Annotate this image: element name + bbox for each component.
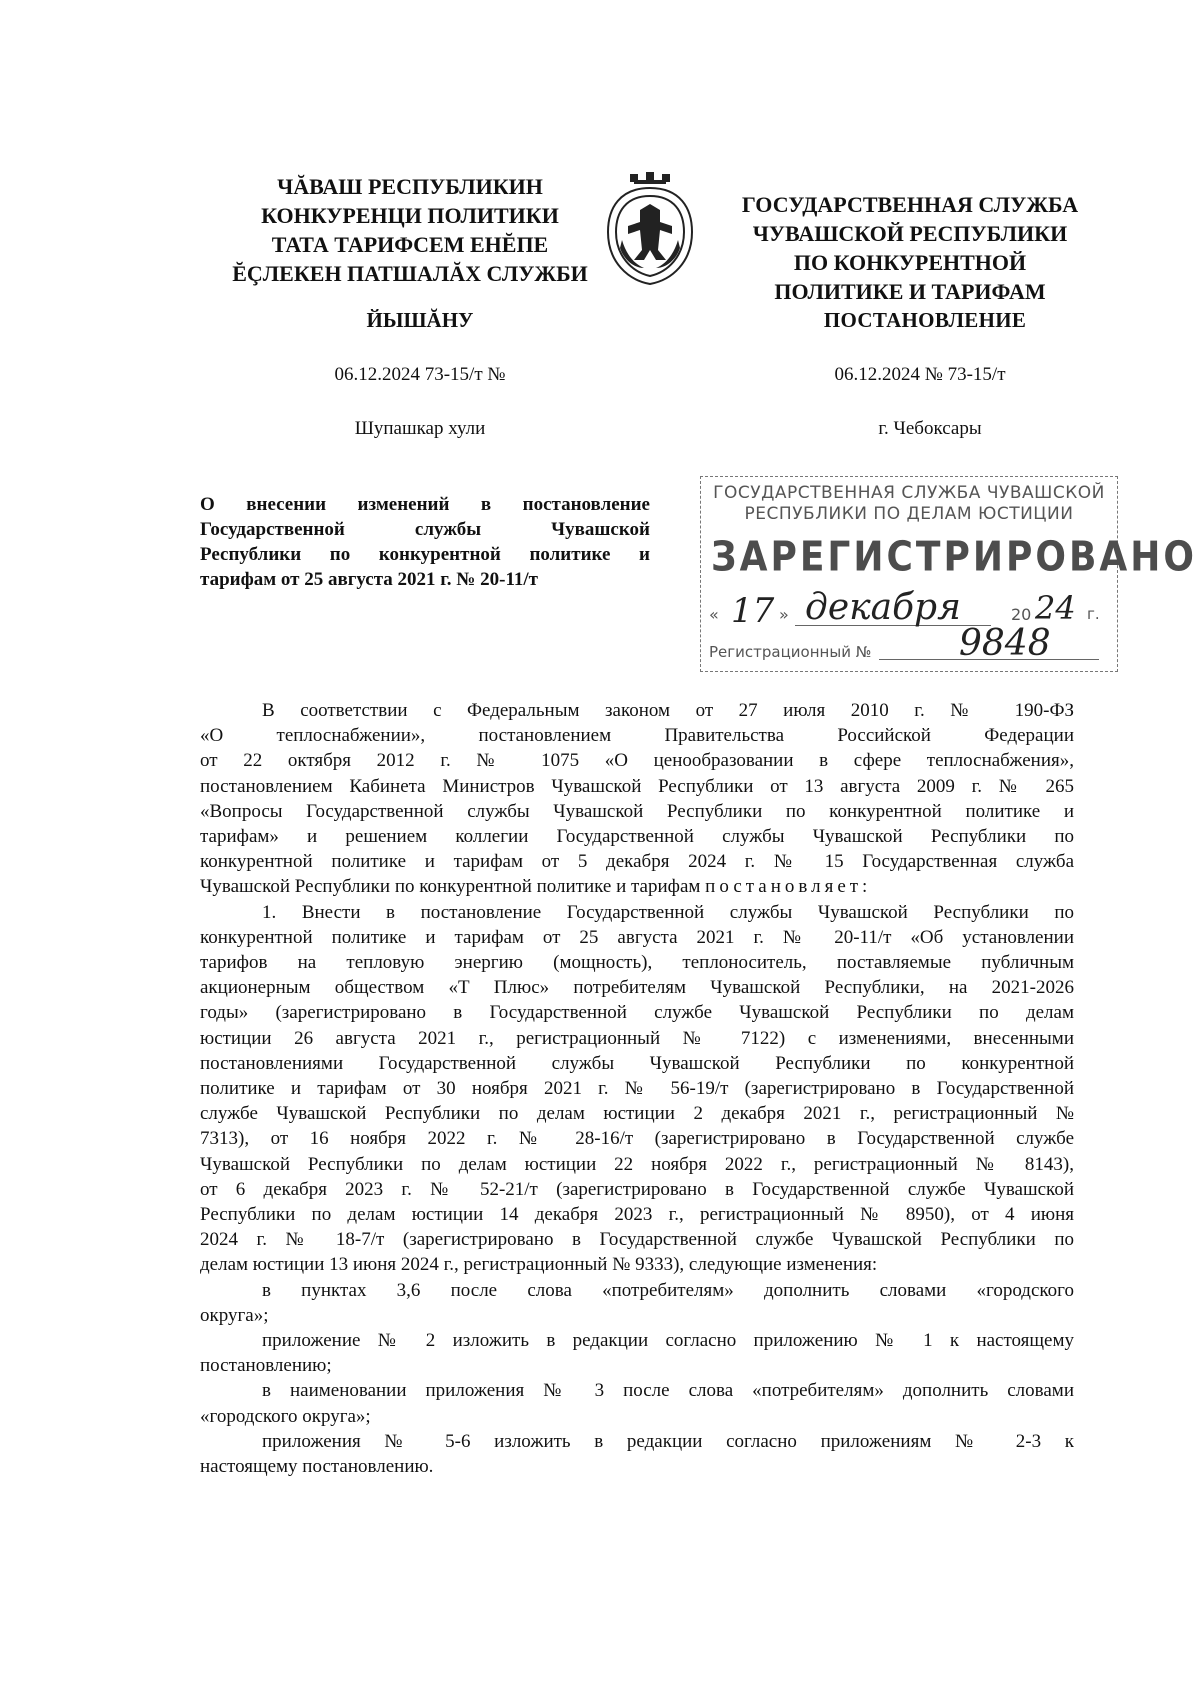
paragraph-line: политике и тарифам от 30 ноября 2021 г. № 56-19/т (зарегистрировано в Государственной <box>200 1078 1074 1100</box>
subject-line: тарифам от 25 августа 2021 г. № 20-11/т <box>200 569 539 590</box>
paragraph-line: от 6 декабря 2023 г. № 52-21/т (зарегистрировано в Государственной службе Чувашской <box>200 1178 1074 1200</box>
paragraph-line: тарифам» и решением коллегии Государственной службы Чувашской Республики по <box>200 826 1074 848</box>
paragraph-line: тарифов на тепловую энергию (мощность), теплоноситель, поставляемые публичным <box>200 952 1074 974</box>
stamp-registration-number <box>709 623 1109 669</box>
paragraph-line: «О теплоснабжении», постановлением Правительства Российской Федерации <box>200 725 1074 747</box>
preamble-final-text: Чувашской Республики по конкурентной политике и тарифам <box>200 876 706 898</box>
header-russian <box>720 190 1100 306</box>
paragraph-line: «Вопросы Государственной службы Чувашской Республики по конкурентной политике и <box>200 800 1074 822</box>
stamp-quote-close: » <box>779 605 789 624</box>
paragraph-line: приложения № 5-6 изложить в редакции согласно приложениям № 2-3 к <box>262 1430 1074 1452</box>
paragraph-line: округа»; <box>200 1304 269 1326</box>
subject-line: Государственной службы Чувашской <box>200 519 650 540</box>
doc-number-chuvash: 06.12.2024 73-15/т № <box>334 364 506 385</box>
header-chuvash-line-1: ЧĂВАШ РЕСПУБЛИКИН <box>277 174 543 199</box>
stamp-month-handwritten: декабря <box>805 587 961 628</box>
stamp-quote-open: « <box>709 605 719 624</box>
paragraph-change-2 <box>200 1328 1074 1378</box>
header-russian-line-3: ПО КОНКУРЕНТНОЙ <box>793 250 1027 275</box>
subject-line: О внесении изменений в постановление <box>200 494 650 515</box>
paragraph-change-1 <box>200 1278 1074 1328</box>
paragraph-line: «городского округа»; <box>200 1405 371 1427</box>
paragraph-preamble <box>200 698 1074 900</box>
registration-stamp <box>700 476 1197 672</box>
paragraph-line: Чувашской Республики по делам юстиции 22 ноября 2022 г., регистрационный № 8143), <box>200 1153 1074 1175</box>
paragraph-line: 1. Внести в постановление Государственной службы Чувашской Республики по <box>262 901 1074 923</box>
header-chuvash-line-4: ĔÇЛЕКЕН ПАТШАЛĂХ СЛУЖБИ <box>232 261 588 286</box>
paragraph-line: приложение № 2 изложить в редакции согласно приложению № 1 к настоящему <box>262 1330 1074 1352</box>
paragraph-line: конкурентной политике и тарифам от 5 декабря 2024 г. № 15 Государственная служба <box>200 851 1074 873</box>
stamp-organization <box>709 483 1109 525</box>
paragraph-line: 2024 г. № 18-7/т (зарегистрировано в Государственной службе Чувашской Республики по <box>200 1229 1074 1251</box>
coat-of-arms-icon <box>600 170 700 290</box>
stamp-org-line-1: ГОСУДАРСТВЕННАЯ СЛУЖБА ЧУВАШСКОЙ <box>713 483 1105 503</box>
document-subject <box>200 492 650 592</box>
paragraph-line <box>200 874 1074 899</box>
paragraph-line: постановлением Кабинета Министров Чувашской Республики от 13 августа 2009 г. № 265 <box>200 775 1074 797</box>
paragraph-line: 7313), от 16 ноября 2022 г. № 28-16/т (зарегистрировано в Государственной службе <box>200 1128 1074 1150</box>
paragraph-line: в наименовании приложения № 3 после слова «потребителям» дополнить словами <box>262 1380 1074 1402</box>
stamp-reg-label: Регистрационный № <box>709 643 872 661</box>
paragraph-change-3 <box>200 1378 1074 1428</box>
paragraph-line: постановлению; <box>200 1355 332 1377</box>
doc-type-russian: ПОСТАНОВЛЕНИЕ <box>823 308 1027 332</box>
stamp-day-handwritten: 17 <box>731 591 775 631</box>
stamp-year-unit: г. <box>1087 605 1100 623</box>
paragraph-line: в пунктах 3,6 после слова «потребителям» дополнить словами «городского <box>262 1279 1074 1301</box>
paragraph-line: годы» (зарегистрировано в Государственной службе Чувашской Республики по делам <box>200 1002 1074 1024</box>
paragraph-line: службе Чувашской Республики по делам юстиции 2 декабря 2021 г., регистрационный № <box>200 1103 1074 1125</box>
paragraph-line: делам юстиции 13 июня 2024 г., регистрационный № 9333), следующие изменения: <box>200 1254 878 1276</box>
header-chuvash-line-2: КОНКУРЕНЦИ ПОЛИТИКИ <box>261 203 559 228</box>
paragraph-line: В соответствии с Федеральным законом от 27 июля 2010 г. № 190-ФЗ <box>262 700 1074 721</box>
doc-number-russian: 06.12.2024 № 73-15/т <box>834 364 1006 385</box>
header-russian-line-4: ПОЛИТИКЕ И ТАРИФАМ <box>774 279 1046 304</box>
header-russian-line-1: ГОСУДАРСТВЕННАЯ СЛУЖБА <box>741 192 1079 217</box>
header-chuvash <box>200 172 620 288</box>
stamp-reg-number-handwritten: 9848 <box>959 623 1051 664</box>
stamp-year-handwritten: 24 <box>1035 589 1076 627</box>
place-chuvash: Шупашкар хули <box>354 418 486 439</box>
stamp-org-line-2: РЕСПУБЛИКИ ПО ДЕЛАМ ЮСТИЦИИ <box>744 504 1074 524</box>
document-body <box>200 698 1074 1479</box>
paragraph-line: Республики по делам юстиции 14 декабря 2023 г., регистрационный № 8950), от 4 июня <box>200 1204 1074 1226</box>
paragraph-line: акционерным обществом «Т Плюс» потребителям Чувашской Республики, на 2021-2026 <box>200 977 1074 999</box>
doc-type-chuvash: ЙЫШĂНУ <box>366 308 474 332</box>
resolution-word: постановляет: <box>705 876 872 898</box>
paragraph-line: постановлениями Государственной службы Чувашской Республики по конкурентной <box>200 1052 1074 1074</box>
subject-line: Республики по конкурентной политике и <box>200 544 650 565</box>
paragraph-line: юстиции 26 августа 2021 г., регистрационный № 7122) с изменениями, внесенными <box>200 1027 1074 1049</box>
place-russian: г. Чебоксары <box>878 418 982 439</box>
paragraph-change-4 <box>200 1429 1074 1479</box>
header-chuvash-line-3: ТАТА ТАРИФСЕМ ЕНĔПЕ <box>271 232 549 257</box>
stamp-registered: ЗАРЕГИСТРИРОВАНО <box>711 533 1197 582</box>
paragraph-line: настоящему постановлению. <box>200 1456 434 1478</box>
paragraph-line: конкурентной политике и тарифам от 25 августа 2021 г. № 20-11/т «Об установлении <box>200 926 1074 948</box>
stamp-year-prefix: 20 <box>1011 605 1032 624</box>
paragraph-line: от 22 октября 2012 г. № 1075 «О ценообразовании в сфере теплоснабжения», <box>200 750 1074 772</box>
paragraph-item-1 <box>200 900 1074 1278</box>
header-russian-line-2: ЧУВАШСКОЙ РЕСПУБЛИКИ <box>752 221 1068 246</box>
